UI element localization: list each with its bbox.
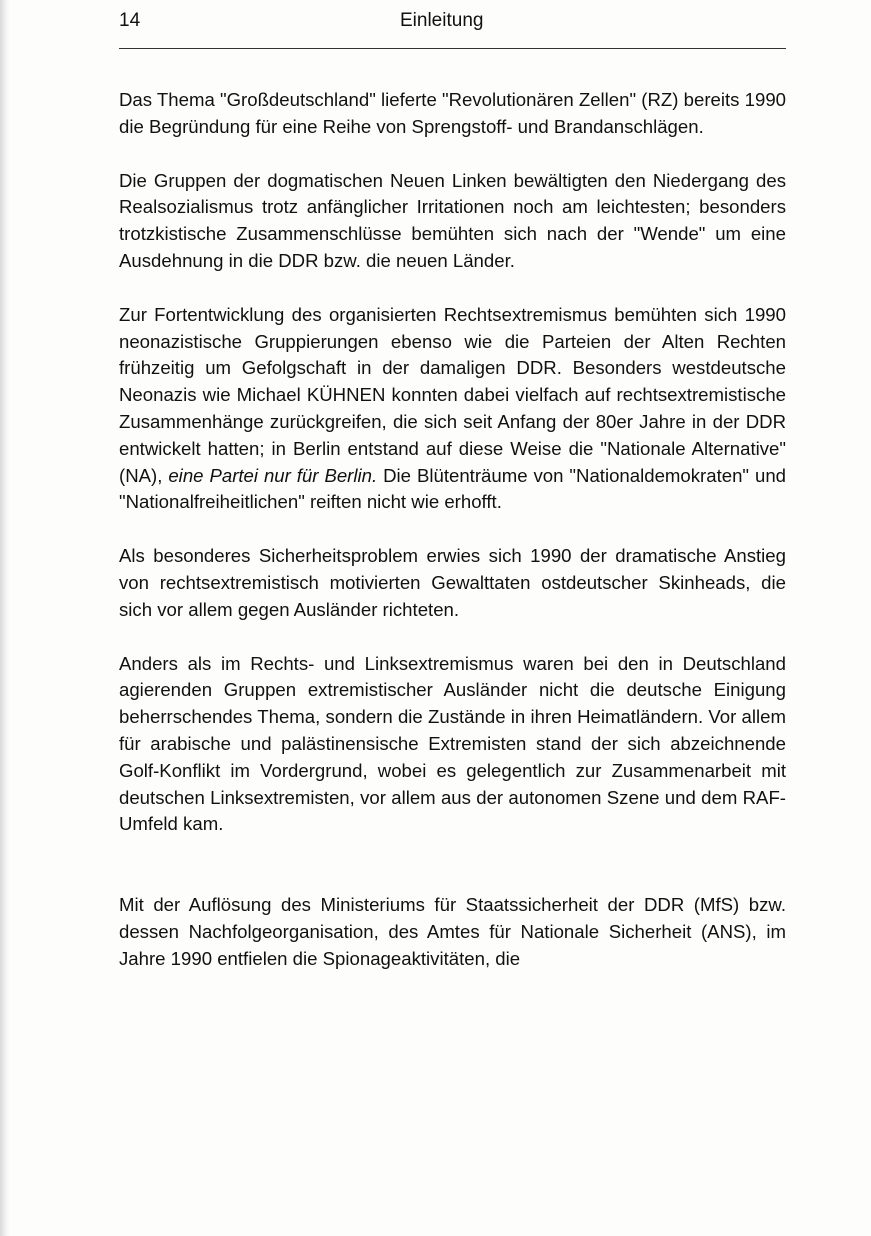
running-title: Einleitung (400, 10, 484, 31)
page-number: 14 (119, 10, 141, 31)
paragraph-4: Als besonderes Sicherheitsproblem erwies sich 1990 der dramatische Anstieg von rechtsextremistisch motivierten Gewalttaten ostdeutscher Skinheads, die sich vor allem gegen Ausländer richteten. (119, 545, 786, 620)
scan-edge-shadow (0, 0, 10, 1236)
paragraph-5: Anders als im Rechts- und Linksextremismus waren bei den in Deutschland agierenden Gruppen extremistischer Ausländer nicht die deutsche Einigung beherrschendes Thema, sondern die Zustände in ihren Heimatländern. Vor allem für arabische und palästinensische Extremisten stand der sich abzeichnende Golf-Konflikt im Vordergrund, wobei es gelegentlich zur Zusammenarbeit mit deutschen Linksextremisten, vor allem aus der autonomen Szene und dem RAF-Umfeld kam. (119, 652, 786, 835)
paragraph-1: Das Thema "Großdeutschland" lieferte "Revolutionären Zellen" (RZ) bereits 1990 die Begründung für eine Reihe von Sprengstoff- und Brandanschlägen. (119, 89, 786, 137)
paragraph-3 (119, 302, 786, 516)
paragraph-6: Mit der Auflösung des Ministeriums für Staatssicherheit der DDR (MfS) bzw. dessen Nachfolgeorganisation, des Amtes für Nationale Sicherheit (ANS), im Jahre 1990 entfielen die Spionageaktivitäten, die (119, 894, 786, 969)
paragraph-3-text-b: Die Blütenträume von "Nationaldemokraten" und "Nationalfreiheitlichen" reiften nicht wie erhofft. (119, 464, 787, 513)
page-header (119, 8, 786, 38)
paragraph-2: Die Gruppen der dogmatischen Neuen Linken bewältigten den Niedergang des Realsozialismus trotz anfänglicher Irritationen noch am leichtesten; besonders trotzkistische Zusammenschlüsse bemühten sich nach der "Wende" um eine Ausdehnung in die DDR bzw. die neuen Länder. (119, 169, 786, 271)
header-rule (119, 48, 786, 49)
paragraph-3-italic: eine Partei nur für Berlin. (168, 464, 378, 486)
body-text (119, 87, 786, 973)
paragraph-3-text-a: Zur Fortentwicklung des organisierten Rechtsextremismus bemühten sich 1990 neonazistische Gruppierungen ebenso wie die Parteien der Alten Rechten frühzeitig um Gefolgschaft in der damaligen DDR. Besonders westdeutsche Neonazis wie Michael KÜHNEN konnten dabei vielfach auf rechtsextremistische Zusammenhänge zurückgreifen, die sich seit Anfang der 80er Jahre in der DDR entwickelt hatten; in Berlin entstand auf diese Weise die "Nationale Alternative" (NA), (119, 303, 786, 486)
